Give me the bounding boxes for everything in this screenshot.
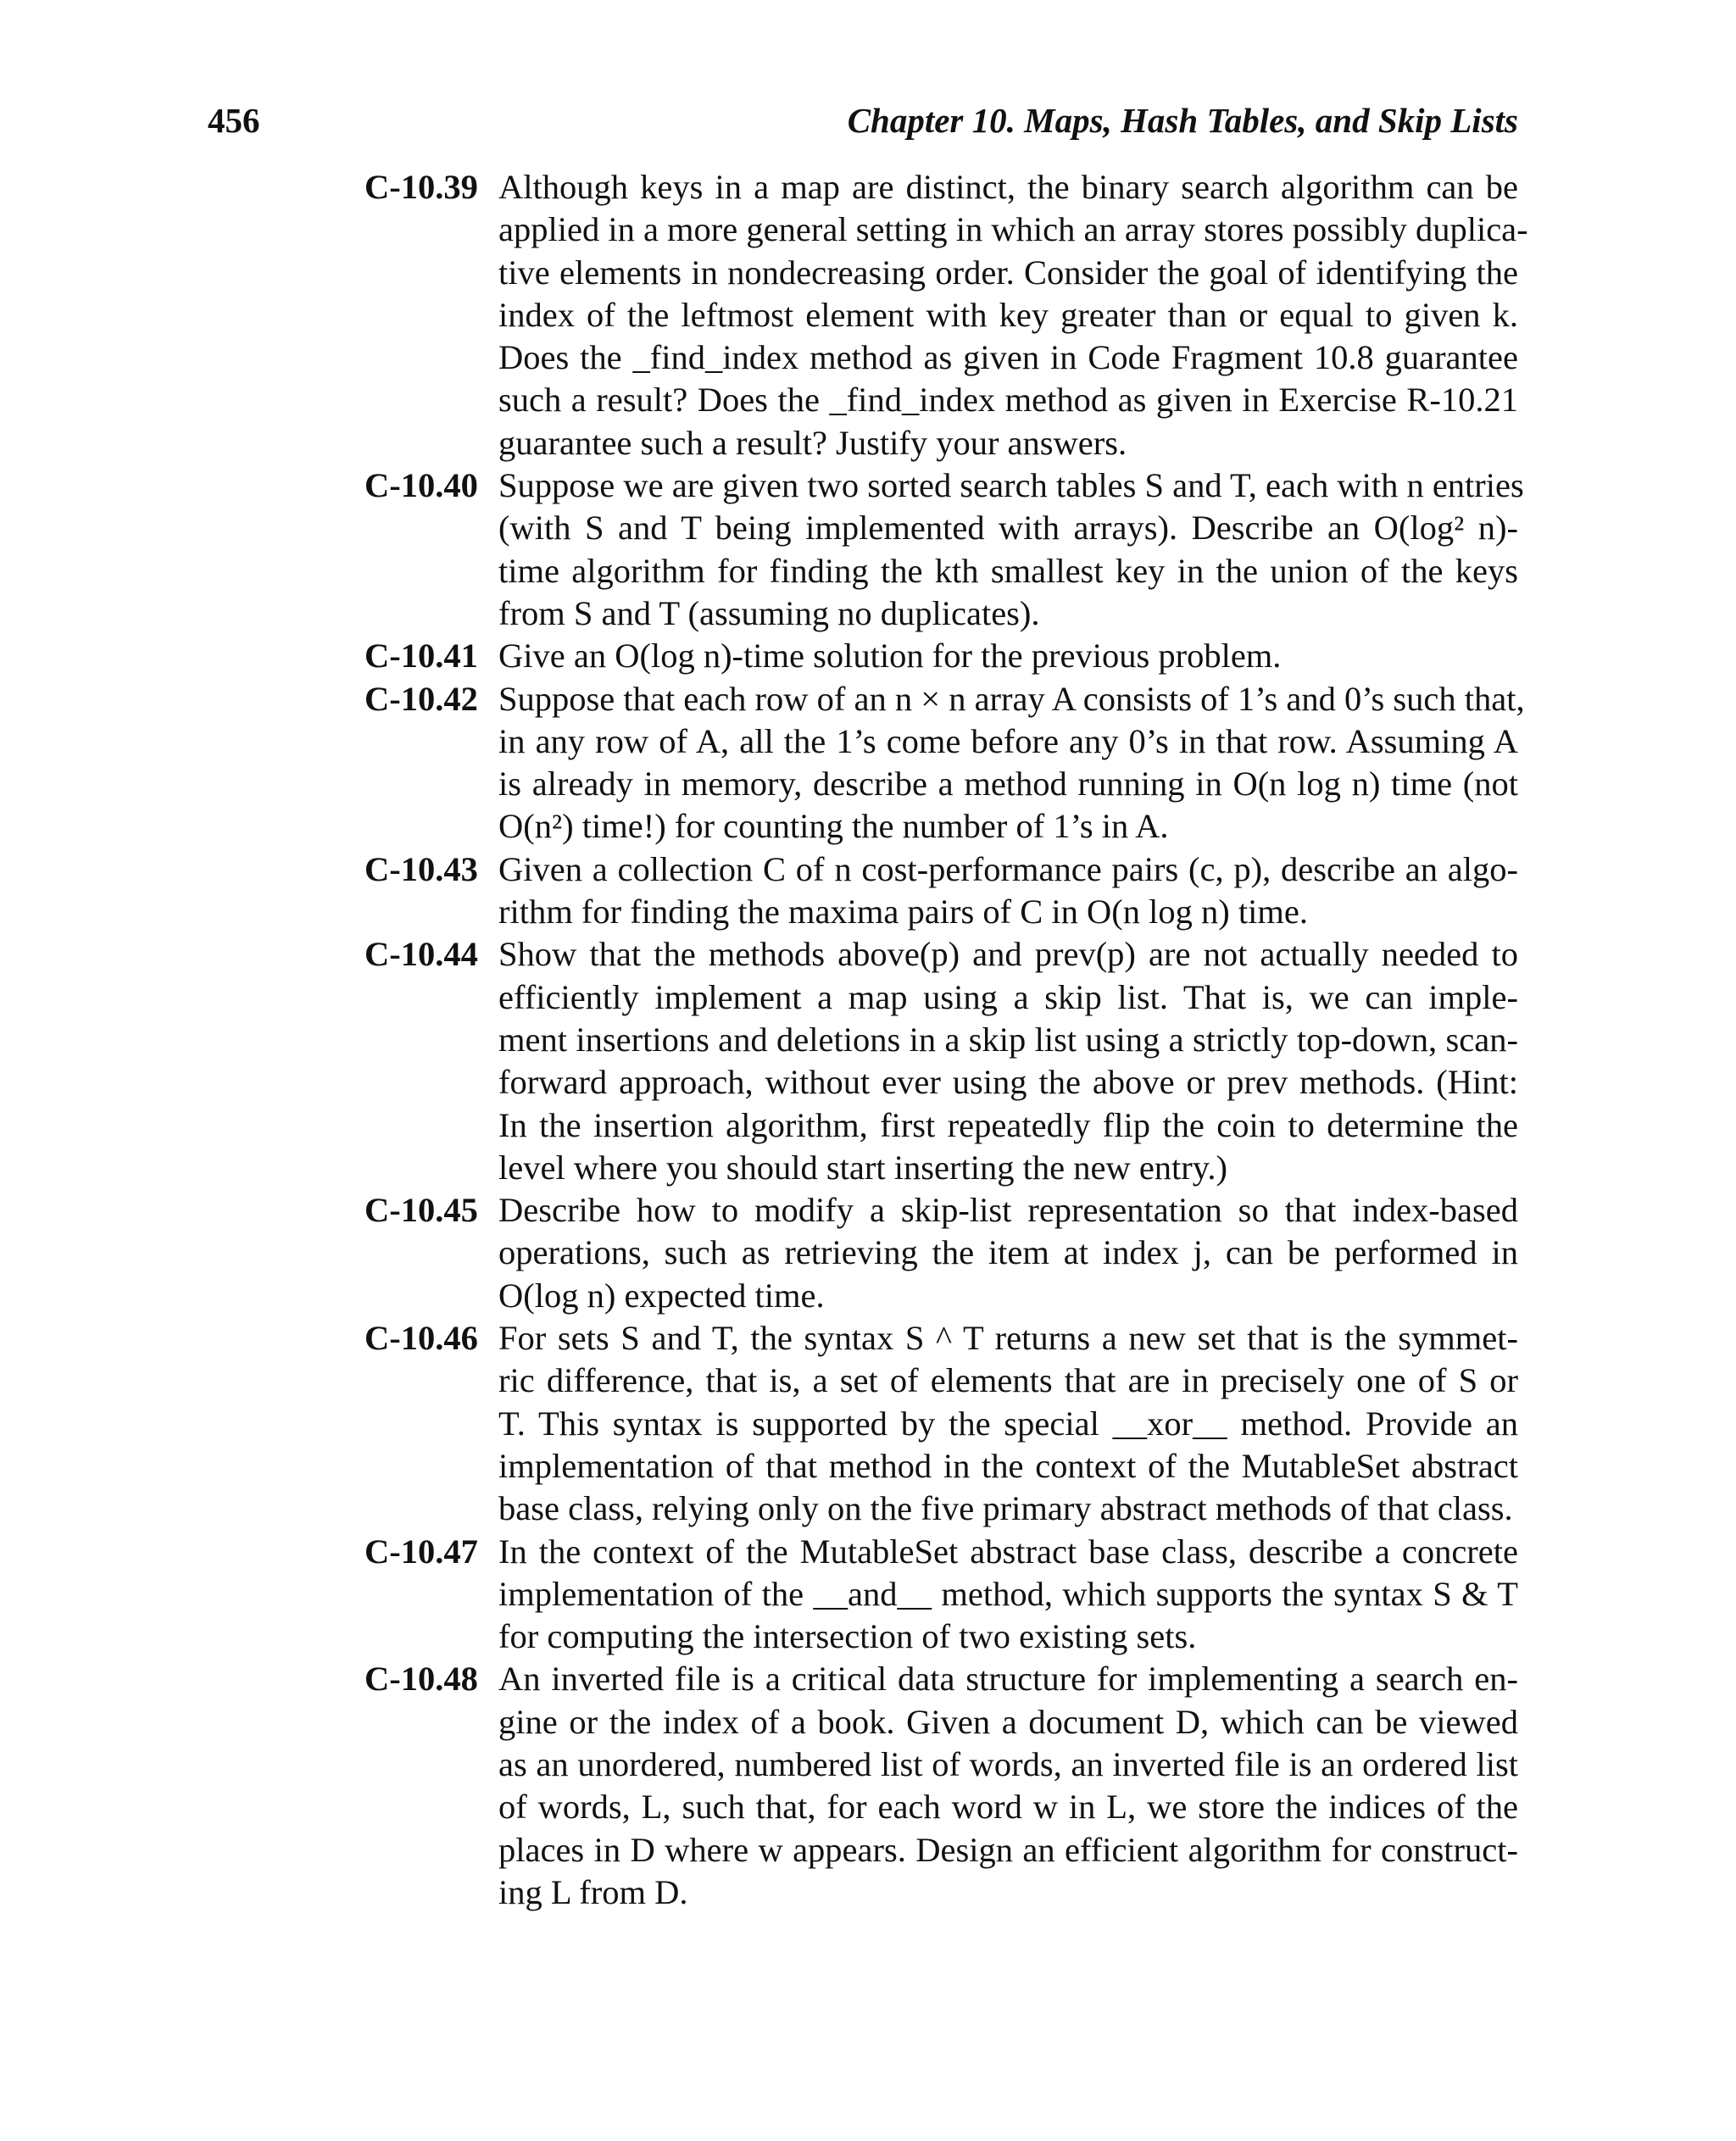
- exercise-label: C-10.44: [364, 935, 478, 974]
- chapter-title: Chapter 10. Maps, Hash Tables, and Skip Lists: [847, 101, 1518, 140]
- exercise-item: [364, 1658, 1518, 1914]
- exercise-label: C-10.46: [364, 1319, 478, 1358]
- exercise-line: Given a collection C of n cost-performance pairs (c, p), describe an algo-: [498, 849, 1518, 888]
- exercise-line: from S and T (assuming no duplicates).: [498, 593, 1040, 632]
- exercise-line: level where you should start inserting the new entry.): [498, 1148, 1228, 1187]
- exercise-line: In the context of the MutableSet abstract base class, describe a concrete: [498, 1532, 1518, 1571]
- exercise-text: [498, 933, 1518, 1189]
- exercise-item: [364, 1317, 1518, 1530]
- exercise-line: Does the _find_index method as given in Code Fragment 10.8 guarantee: [498, 338, 1518, 377]
- exercise-label: C-10.48: [364, 1660, 478, 1699]
- exercise-label: C-10.39: [364, 168, 478, 206]
- exercise-line: guarantee such a result? Justify your answers.: [498, 423, 1127, 462]
- exercise-list: [364, 166, 1528, 1914]
- exercise-item: [364, 933, 1518, 1189]
- exercise-label: C-10.41: [364, 637, 478, 676]
- exercise-line: (with S and T being implemented with arrays). Describe an O(log² n)-: [498, 509, 1518, 548]
- exercise-label: C-10.43: [364, 849, 478, 888]
- exercise-item: [364, 166, 1528, 464]
- exercise-line: T. This syntax is supported by the special __xor__ method. Provide an: [498, 1404, 1518, 1443]
- exercise-label: C-10.40: [364, 466, 478, 505]
- page-header: [208, 100, 1518, 147]
- exercise-text: [498, 1658, 1518, 1914]
- exercise-line: base class, relying only on the five primary abstract methods of that class.: [498, 1489, 1513, 1528]
- exercise-line: in any row of A, all the 1’s come before any 0’s in that row. Assuming A: [498, 721, 1518, 760]
- exercise-line: An inverted file is a critical data structure for implementing a search en-: [498, 1660, 1518, 1699]
- exercise-text: [498, 1531, 1518, 1659]
- exercise-line: ment insertions and deletions in a skip list using a strictly top-down, scan-: [498, 1020, 1518, 1059]
- exercise-line: operations, such as retrieving the item at index j, can be performed in: [498, 1233, 1518, 1272]
- exercise-label: C-10.45: [364, 1191, 478, 1230]
- exercise-text: [498, 678, 1525, 848]
- exercise-line: Suppose we are given two sorted search tables S and T, each with n entries: [498, 466, 1524, 505]
- exercise-line: implementation of that method in the context of the MutableSet abstract: [498, 1446, 1518, 1485]
- exercise-text: [498, 635, 1518, 677]
- exercise-line: gine or the index of a book. Given a document D, which can be viewed: [498, 1702, 1518, 1741]
- exercise-line: such a result? Does the _find_index method as given in Exercise R-10.21: [498, 381, 1518, 420]
- exercise-text: [498, 464, 1524, 635]
- exercise-item: [364, 635, 1518, 677]
- exercise-text: [498, 1189, 1518, 1317]
- exercise-line: as an unordered, numbered list of words, an inverted file is an ordered list: [498, 1744, 1518, 1783]
- exercise-line: For sets S and T, the syntax S ^ T returns a new set that is the symmet-: [498, 1319, 1518, 1358]
- exercise-item: [364, 1531, 1518, 1659]
- exercise-line: ing L from D.: [498, 1872, 688, 1911]
- exercise-line: Describe how to modify a skip-list representation so that index-based: [498, 1191, 1518, 1230]
- exercise-line: of words, L, such that, for each word w in L, we store the indices of the: [498, 1788, 1518, 1827]
- exercise-line: forward approach, without ever using the above or prev methods. (Hint:: [498, 1063, 1518, 1102]
- exercise-line: ric difference, that is, a set of elements that are in precisely one of S or: [498, 1361, 1518, 1400]
- exercise-text: [498, 1317, 1518, 1530]
- exercise-line: rithm for finding the maxima pairs of C in O(n log n) time.: [498, 893, 1308, 931]
- exercise-label: C-10.42: [364, 679, 478, 718]
- exercise-line: applied in a more general setting in which an array stores possibly duplica-: [498, 210, 1528, 249]
- exercise-line: implementation of the __and__ method, which supports the syntax S & T: [498, 1574, 1518, 1613]
- exercise-line: In the insertion algorithm, first repeatedly flip the coin to determine the: [498, 1105, 1518, 1144]
- exercise-item: [364, 1189, 1518, 1317]
- exercise-line: time algorithm for finding the kth smallest key in the union of the keys: [498, 551, 1518, 590]
- exercise-label: C-10.47: [364, 1532, 478, 1571]
- exercise-line: for computing the intersection of two existing sets.: [498, 1617, 1197, 1656]
- exercise-item: [364, 678, 1525, 848]
- exercise-line: O(log n) expected time.: [498, 1276, 825, 1315]
- exercise-line: O(n²) time!) for counting the number of 1’s in A.: [498, 807, 1169, 846]
- exercise-line: tive elements in nondecreasing order. Consider the goal of identifying the: [498, 253, 1518, 292]
- exercise-line: Give an O(log n)-time solution for the previous problem.: [498, 637, 1282, 676]
- exercise-line: Show that the methods above(p) and prev(p) are not actually needed to: [498, 935, 1518, 974]
- exercise-item: [364, 464, 1524, 635]
- exercise-text: [498, 166, 1528, 464]
- page-number: 456: [208, 101, 260, 140]
- exercise-line: index of the leftmost element with key greater than or equal to given k.: [498, 295, 1518, 334]
- exercise-line: efficiently implement a map using a skip list. That is, we can imple-: [498, 977, 1518, 1016]
- exercise-text: [498, 848, 1518, 934]
- exercise-line: is already in memory, describe a method running in O(n log n) time (not: [498, 765, 1518, 804]
- exercise-line: Suppose that each row of an n × n array A consists of 1’s and 0’s such that,: [498, 679, 1525, 718]
- exercise-item: [364, 848, 1518, 934]
- exercise-line: Although keys in a map are distinct, the binary search algorithm can be: [498, 168, 1518, 206]
- exercise-line: places in D where w appears. Design an efficient algorithm for construct-: [498, 1830, 1518, 1869]
